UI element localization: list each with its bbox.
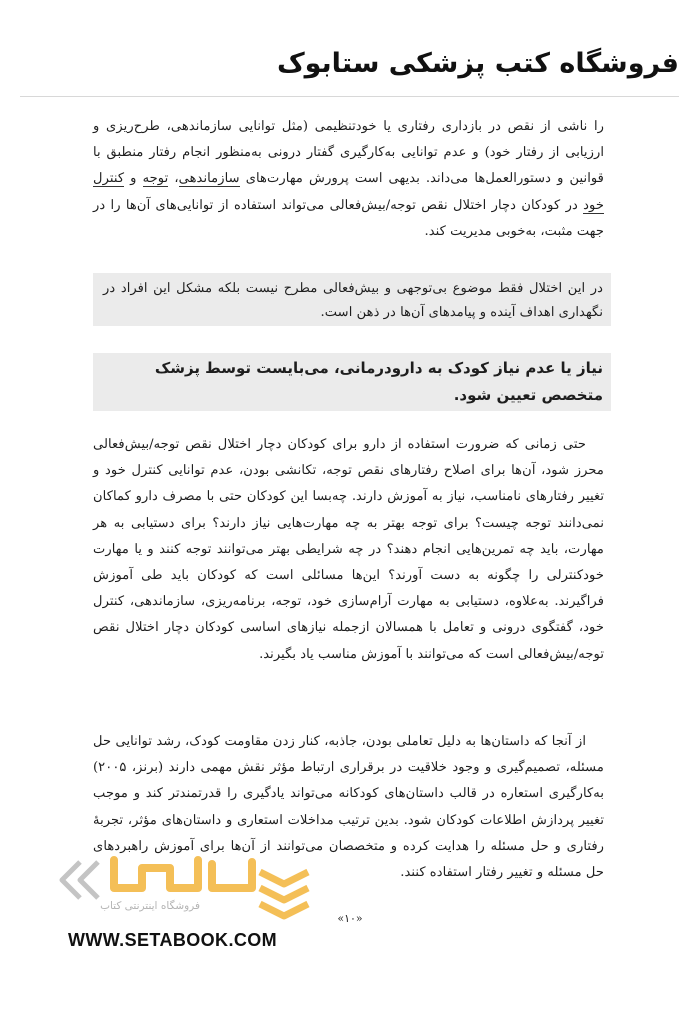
underlined-term-organizing: سازماندهی bbox=[178, 171, 240, 187]
body-paragraph-1 bbox=[93, 114, 604, 245]
header-divider bbox=[20, 96, 679, 97]
watermark-subtitle: فروشگاه اینترنتی کتاب bbox=[100, 900, 200, 912]
page-number: «۱۰» bbox=[337, 912, 363, 925]
book-stack-icon bbox=[260, 872, 308, 916]
paragraph-1-text-after: در کودکان دچار اختلال نقص توجه/بیش‌فعالی می‌تواند استفاده از توانایی‌های آن‌ها را در جهت مثبت، به‌خوبی مدیریت کند. bbox=[93, 197, 604, 239]
paragraph-1-separator-1: ، bbox=[168, 171, 179, 187]
page-header-title: فروشگاه کتب پزشکی ستابوک bbox=[276, 48, 679, 79]
underlined-term-self-control: کنترل خود bbox=[93, 171, 604, 213]
double-chevron-left-icon bbox=[62, 862, 98, 898]
footer-website-url: WWW.SETABOOK.COM bbox=[68, 930, 278, 950]
wordmark-shape-icon bbox=[114, 860, 252, 888]
body-paragraph-2: حتی زمانی که ضرورت استفاده از دارو برای کودکان دچار اختلال نقص توجه/بیش‌فعالی محرز شود، آن‌ها برای اصلاح رفتارهای نقص توجه، تکانشی بودن، عدم توانایی کنترل خود و تغییر رفتارهای نامناسب، نیاز به آموزش دارند. چه‌بسا این کودکان حتی با مصرف دارو کماکان نمی‌دانند توجه چیست؟ برای توجه بهتر به چه مهارت‌هایی نیاز دارند؟ برای دستیابی به هر مهارت، باید چه تمرین‌هایی انجام دهند؟ در چه شرایطی بهتر می‌توانند توجه کنند و یا مهارت خودکنترلی را چگونه به دست آورند؟ این‌ها مسائلی است که کودکان باید طی آموزش فراگیرند. به‌علاوه، دستیابی به مهارت آرام‌سازی خود، توجه، برنامه‌ریزی، سازماندهی، کنترل خود، گفتگوی درونی و تعامل با همسالان ازجمله نیازهای اساسی کودکان دچار اختلال نقص توجه/بیش‌فعالی است که می‌توانند با آموزش مناسب یاد بگیرند. bbox=[93, 437, 604, 662]
section-heading: نیاز یا عدم نیاز کودک به دارودرمانی، می‌بایست توسط پزشک متخصص تعیین شود. bbox=[154, 359, 603, 404]
note-callout-text: در این اختلال فقط موضوع بی‌توجهی و بیش‌فعالی مطرح نیست بلکه مشکل این افراد در نگهداری اهداف آینده و پیامدهای آن‌ها در ذهن است. bbox=[103, 281, 603, 320]
paragraph-1-separator-2: و bbox=[124, 171, 143, 187]
body-paragraph-3: از آنجا که داستان‌ها به دلیل تعاملی بودن، جاذبه، کنار زدن مقاومت کودک، رشد توانایی حل مسئله، تصمیم‌گیری و وجود خلاقیت در برقراری ارتباط مؤثر نقش مهمی دارند (برنز، ۲۰۰۵) به‌کارگیری استعاره در قالب داستان‌های کودکانه می‌تواند یادگیری را قدرتمندتر کند و موجب تغییر پردازش اطلاعات کودکان شود. بدین ترتیب مداخلات استعاری و داستان‌های مؤثر، تجربهٔ رفتاری و حل مسئله را هدایت کرده و متخصصان می‌توانند از آن‌ها برای آموزش راهبردهای حل مسئله و تغییر رفتار استفاده کنند. bbox=[93, 734, 604, 881]
setabook-watermark-logo bbox=[52, 850, 322, 930]
underlined-term-attention: توجه bbox=[142, 171, 169, 187]
paragraph-1-text-before: را ناشی از نقص در بازداری رفتاری یا خودتنظیمی (مثل توانایی سازماندهی، طرح‌ریزی و ارزیابی از رفتار خود) و عدم توانایی به‌کارگیری گفتار درونی به‌منظور انجام رفتار منطبق با قوانین و دستورالعمل‌ها می‌داند. بدیهی است پرورش مهارت‌های bbox=[93, 119, 604, 187]
